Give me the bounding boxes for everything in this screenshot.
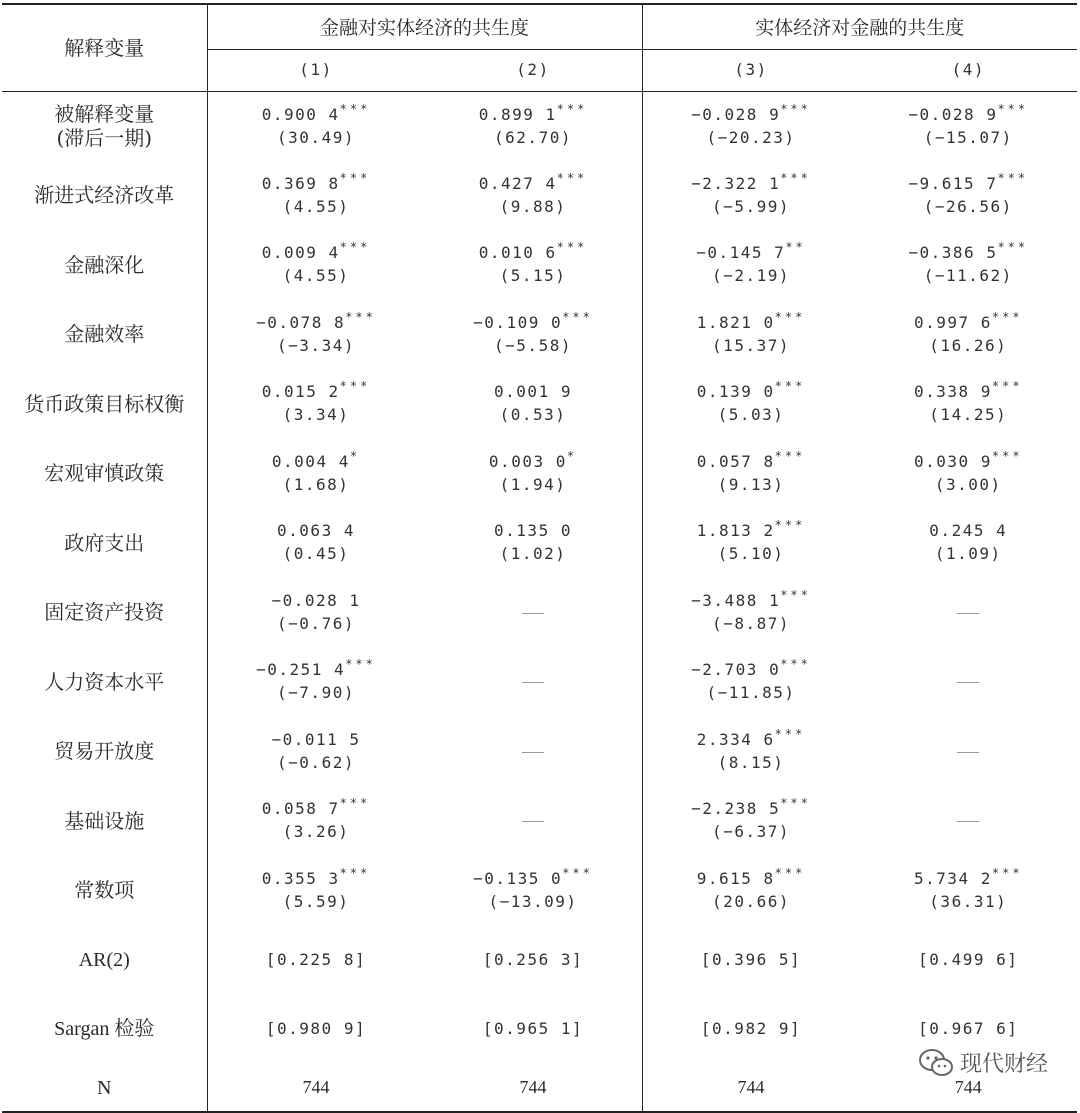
coefficient — [860, 309, 1078, 335]
significance-stars: *** — [780, 101, 811, 116]
row-variable-name — [2, 717, 207, 787]
significance-stars: *** — [997, 240, 1029, 255]
table-row — [2, 647, 1077, 717]
table-cell — [642, 230, 860, 300]
coefficient-value: 0.997 6 — [913, 312, 992, 332]
coefficient-value: 0.139 0 — [696, 382, 775, 402]
significance-stars: *** — [339, 379, 371, 394]
test-statistic-pvalue: [0.256 3] — [482, 949, 584, 969]
header-column-4: (4) — [860, 49, 1078, 91]
coefficient-value: −0.078 8 — [256, 312, 346, 332]
coefficient — [860, 865, 1078, 891]
table-cell — [425, 786, 643, 856]
not-applicable-dash — [522, 682, 544, 683]
t-statistic: (8.15) — [717, 752, 785, 772]
table-cell — [860, 161, 1078, 231]
significance-stars: *** — [991, 865, 1023, 880]
row-variable-name — [2, 856, 207, 926]
table-cell — [860, 369, 1078, 439]
significance-stars: *** — [345, 309, 376, 324]
coefficient-value: 1.813 2 — [696, 521, 775, 541]
table-row — [2, 230, 1077, 300]
table-cell — [642, 508, 860, 578]
significance-stars: *** — [991, 379, 1023, 394]
not-applicable-dash — [957, 752, 979, 753]
significance-stars: *** — [339, 240, 371, 255]
coefficient-value: 0.015 2 — [261, 382, 340, 402]
coefficient — [643, 170, 860, 196]
coefficient — [860, 170, 1078, 196]
t-statistic: (1.68) — [282, 474, 350, 494]
significance-stars: *** — [339, 101, 371, 116]
coefficient-value: 0.355 3 — [261, 868, 340, 888]
test-statistic-pvalue: [0.396 5] — [700, 949, 802, 969]
table-cell — [642, 856, 860, 926]
variable-label-line: 宏观审慎政策 — [44, 461, 165, 486]
table-cell — [207, 786, 425, 856]
coefficient-value: −2.703 0 — [691, 660, 781, 680]
coefficient — [860, 448, 1078, 474]
observation-count: 744 — [302, 1077, 330, 1097]
row-variable-name — [2, 439, 207, 509]
table-cell — [207, 925, 425, 995]
coefficient-value: −9.615 7 — [908, 173, 998, 193]
t-statistic: (−8.87) — [712, 613, 790, 633]
not-applicable-dash — [522, 613, 544, 614]
coefficient-value: −0.386 5 — [908, 243, 998, 263]
row-variable-name — [2, 300, 207, 370]
coefficient — [208, 520, 425, 543]
coefficient-value: 0.427 4 — [478, 173, 557, 193]
watermark — [918, 1047, 1048, 1078]
table-cell — [425, 1064, 643, 1112]
row-variable-name — [2, 161, 207, 231]
variable-label-line: 人力资本水平 — [44, 669, 165, 694]
table-cell — [207, 91, 425, 161]
table-cell — [642, 578, 860, 648]
coefficient-value: 0.245 4 — [929, 521, 1008, 541]
variable-label-line: 渐进式经济改革 — [34, 183, 175, 208]
header-group-finance-to-real: 金融对实体经济的共生度 — [207, 4, 642, 49]
t-statistic: (−15.07) — [923, 127, 1013, 147]
significance-stars: *** — [774, 865, 806, 880]
t-statistic: (15.37) — [712, 335, 790, 355]
observation-count: 744 — [954, 1077, 982, 1097]
significance-stars: *** — [780, 587, 811, 602]
t-statistic: (4.55) — [282, 196, 350, 216]
t-statistic: (9.13) — [717, 474, 785, 494]
significance-stars: *** — [774, 448, 806, 463]
not-applicable-dash — [957, 613, 979, 614]
table-cell — [860, 925, 1078, 995]
table-cell — [207, 995, 425, 1065]
significance-stars: *** — [774, 309, 806, 324]
significance-stars: *** — [562, 865, 593, 880]
table-row — [2, 439, 1077, 509]
table-cell — [642, 439, 860, 509]
significance-stars: *** — [556, 240, 588, 255]
coefficient-value: 0.030 9 — [913, 451, 992, 471]
table-cell — [425, 578, 643, 648]
coefficient — [860, 520, 1078, 543]
table-row — [2, 508, 1077, 578]
test-statistic-pvalue: [0.499 6] — [918, 949, 1019, 969]
coefficient — [643, 101, 860, 127]
coefficient-value: 0.338 9 — [913, 382, 992, 402]
table-cell — [642, 369, 860, 439]
t-statistic: (5.15) — [499, 266, 567, 286]
table-cell — [642, 786, 860, 856]
coefficient-value: 0.135 0 — [494, 521, 572, 541]
coefficient — [643, 726, 860, 752]
coefficient — [208, 448, 425, 474]
coefficient-value: 0.004 4 — [271, 451, 350, 471]
table-cell — [642, 161, 860, 231]
coefficient — [208, 309, 425, 335]
table-cell — [425, 91, 643, 161]
table-cell — [860, 856, 1078, 926]
variable-label-line: 金融效率 — [64, 322, 145, 347]
coefficient-value: 9.615 8 — [696, 868, 775, 888]
table-cell — [207, 161, 425, 231]
significance-stars: *** — [345, 657, 376, 672]
test-statistic-pvalue: [0.982 9] — [700, 1019, 802, 1039]
coefficient-value: 0.057 8 — [696, 451, 775, 471]
coefficient — [208, 729, 425, 752]
coefficient-value: −0.028 9 — [908, 104, 998, 124]
significance-stars: *** — [774, 379, 806, 394]
table-cell — [860, 578, 1078, 648]
t-statistic: (5.59) — [282, 891, 350, 911]
t-statistic: (−2.19) — [712, 266, 790, 286]
coefficient — [643, 587, 860, 613]
table-cell — [207, 578, 425, 648]
variable-label-line: N — [97, 1076, 112, 1099]
table-cell — [207, 230, 425, 300]
table-cell — [642, 647, 860, 717]
t-statistic: (0.53) — [499, 405, 567, 425]
significance-stars: *** — [997, 101, 1029, 116]
t-statistic: (−7.90) — [277, 683, 355, 703]
coefficient-value: 0.009 4 — [261, 243, 340, 263]
coefficient — [425, 448, 642, 474]
coefficient — [643, 520, 860, 543]
t-statistic: (5.10) — [717, 544, 785, 564]
table-cell — [642, 925, 860, 995]
coefficient — [643, 242, 860, 265]
t-statistic: (−26.56) — [923, 196, 1013, 216]
t-statistic: (−11.62) — [923, 266, 1013, 286]
significance-stars: * — [566, 448, 578, 463]
variable-label-line: 贸易开放度 — [54, 739, 155, 764]
variable-label-line: 金融深化 — [64, 252, 145, 277]
t-statistic: (−11.85) — [706, 683, 796, 703]
coefficient-value: −0.145 7 — [696, 243, 786, 263]
table-row — [2, 300, 1077, 370]
wechat-icon — [918, 1048, 954, 1078]
test-statistic-pvalue: [0.980 9] — [265, 1019, 367, 1039]
table-cell — [642, 995, 860, 1065]
header-column-2: (2) — [425, 49, 643, 91]
coefficient — [208, 590, 425, 613]
table-cell — [425, 925, 643, 995]
table-body — [2, 91, 1077, 1112]
coefficient-value: 0.010 6 — [478, 243, 557, 263]
coefficient — [208, 865, 425, 891]
coefficient-value: 0.003 0 — [488, 451, 567, 471]
variable-label-line: 常数项 — [74, 878, 135, 903]
row-variable-name — [2, 995, 207, 1065]
t-statistic: (1.09) — [934, 544, 1002, 564]
significance-stars: *** — [556, 101, 588, 116]
variable-label-line: 被解释变量 — [54, 102, 155, 126]
test-statistic-pvalue: [0.225 8] — [265, 949, 367, 969]
table-cell — [860, 230, 1078, 300]
coefficient — [643, 309, 860, 335]
coefficient — [208, 101, 425, 127]
table-cell — [642, 300, 860, 370]
table-cell — [425, 300, 643, 370]
t-statistic: (3.34) — [282, 405, 350, 425]
t-statistic: (1.02) — [499, 544, 567, 564]
coefficient-value: −2.238 5 — [691, 799, 781, 819]
row-variable-name — [2, 91, 207, 161]
t-statistic: (3.26) — [282, 822, 350, 842]
significance-stars: * — [349, 448, 361, 463]
coefficient-value: −3.488 1 — [691, 590, 781, 610]
table-cell — [860, 439, 1078, 509]
t-statistic: (−0.76) — [277, 613, 355, 633]
t-statistic: (−0.62) — [277, 752, 355, 772]
table-row — [2, 995, 1077, 1065]
t-statistic: (−3.34) — [277, 335, 355, 355]
t-statistic: (3.00) — [934, 474, 1002, 494]
not-applicable-dash — [957, 682, 979, 683]
table-row — [2, 925, 1077, 995]
significance-stars: *** — [780, 796, 811, 811]
header-column-1: (1) — [207, 49, 425, 91]
table-cell — [642, 1064, 860, 1112]
coefficient — [643, 798, 860, 821]
significance-stars: *** — [774, 726, 806, 741]
t-statistic: (−5.99) — [712, 196, 790, 216]
significance-stars: *** — [339, 865, 371, 880]
table-cell — [860, 300, 1078, 370]
significance-stars: *** — [780, 170, 811, 185]
table-row — [2, 786, 1077, 856]
row-variable-name — [2, 508, 207, 578]
table-row — [2, 1064, 1077, 1112]
table-row — [2, 578, 1077, 648]
table-cell — [860, 91, 1078, 161]
coefficient-value: 0.900 4 — [261, 104, 340, 124]
t-statistic: (14.25) — [929, 405, 1008, 425]
row-variable-name — [2, 647, 207, 717]
row-variable-name — [2, 369, 207, 439]
coefficient — [425, 170, 642, 196]
t-statistic: (36.31) — [929, 891, 1008, 911]
coefficient — [643, 381, 860, 404]
coefficient-value: 1.821 0 — [696, 312, 775, 332]
table-cell — [425, 856, 643, 926]
coefficient-value: −0.251 4 — [256, 660, 346, 680]
header-column-3: (3) — [642, 49, 860, 91]
t-statistic: (20.66) — [712, 891, 790, 911]
significance-stars: *** — [562, 309, 593, 324]
observation-count: 744 — [737, 1077, 765, 1097]
coefficient-value: 0.001 9 — [494, 382, 572, 402]
coefficient — [425, 309, 642, 335]
table-cell — [860, 717, 1078, 787]
variable-label-line: 货币政策目标权衡 — [24, 391, 185, 416]
t-statistic: (−13.09) — [488, 891, 578, 911]
table-cell — [860, 647, 1078, 717]
t-statistic: (1.94) — [499, 474, 567, 494]
coefficient-value: −2.322 1 — [691, 173, 781, 193]
row-variable-name — [2, 578, 207, 648]
variable-label-line: Sargan 检验 — [54, 1018, 155, 1041]
significance-stars: *** — [774, 518, 806, 533]
table-row — [2, 856, 1077, 926]
coefficient-value: 5.734 2 — [913, 868, 992, 888]
row-variable-name — [2, 1064, 207, 1112]
not-applicable-dash — [522, 821, 544, 822]
table-cell — [207, 300, 425, 370]
coefficient-value: −0.028 1 — [271, 590, 361, 610]
table-cell — [207, 1064, 425, 1112]
table-cell — [425, 647, 643, 717]
significance-stars: *** — [991, 448, 1023, 463]
table-cell — [425, 439, 643, 509]
table-cell — [207, 717, 425, 787]
table-cell — [642, 91, 860, 161]
coefficient — [643, 448, 860, 474]
significance-stars: *** — [997, 170, 1029, 185]
coefficient — [208, 242, 425, 265]
test-statistic-pvalue: [0.965 1] — [482, 1019, 584, 1039]
test-statistic-pvalue: [0.967 6] — [918, 1019, 1019, 1039]
coefficient — [425, 101, 642, 127]
header-group-real-to-finance: 实体经济对金融的共生度 — [642, 4, 1077, 49]
row-variable-name — [2, 230, 207, 300]
header-explanatory-variables: 解释变量 — [2, 4, 207, 91]
table-cell — [425, 717, 643, 787]
row-variable-name — [2, 925, 207, 995]
significance-stars: *** — [339, 170, 371, 185]
t-statistic: (−6.37) — [712, 822, 790, 842]
coefficient-value: −0.028 9 — [691, 104, 781, 124]
t-statistic: (62.70) — [494, 127, 572, 147]
coefficient — [643, 865, 860, 891]
coefficient — [208, 381, 425, 404]
coefficient — [860, 381, 1078, 404]
coefficient-value: 0.063 4 — [277, 521, 355, 541]
table-cell — [425, 995, 643, 1065]
coefficient — [208, 170, 425, 196]
variable-label-line: 基础设施 — [64, 808, 145, 833]
significance-stars: ** — [785, 240, 806, 255]
observation-count: 744 — [519, 1077, 547, 1097]
coefficient — [425, 865, 642, 891]
variable-label-line: 政府支出 — [64, 530, 145, 555]
coefficient-value: 0.369 8 — [261, 173, 340, 193]
not-applicable-dash — [957, 821, 979, 822]
table-row — [2, 91, 1077, 161]
significance-stars: *** — [339, 796, 371, 811]
table-cell — [207, 856, 425, 926]
table-row — [2, 717, 1077, 787]
row-variable-name — [2, 786, 207, 856]
table-row — [2, 161, 1077, 231]
t-statistic: (5.03) — [717, 405, 785, 425]
table-cell — [207, 647, 425, 717]
coefficient — [425, 381, 642, 404]
coefficient — [860, 242, 1078, 265]
coefficient-value: −0.109 0 — [473, 312, 563, 332]
coefficient — [643, 659, 860, 682]
table-cell — [425, 369, 643, 439]
t-statistic: (−20.23) — [706, 127, 796, 147]
significance-stars: *** — [780, 657, 811, 672]
table-cell — [207, 439, 425, 509]
table-cell — [207, 508, 425, 578]
t-statistic: (−5.58) — [494, 335, 572, 355]
variable-label-line: AR(2) — [78, 948, 130, 971]
not-applicable-dash — [522, 752, 544, 753]
coefficient — [208, 798, 425, 821]
coefficient — [425, 520, 642, 543]
regression-table — [2, 3, 1077, 1113]
coefficient-value: −0.011 5 — [271, 729, 361, 749]
t-statistic: (9.88) — [499, 196, 567, 216]
coefficient-value: −0.135 0 — [473, 868, 563, 888]
coefficient-value: 2.334 6 — [696, 729, 775, 749]
t-statistic: (30.49) — [277, 127, 355, 147]
watermark-text: 现代财经 — [959, 1052, 1048, 1077]
table-cell — [425, 508, 643, 578]
table-cell — [207, 369, 425, 439]
t-statistic: (4.55) — [282, 266, 350, 286]
variable-label-line: 固定资产投资 — [44, 600, 165, 625]
significance-stars: *** — [991, 309, 1023, 324]
t-statistic: (16.26) — [929, 335, 1008, 355]
variable-label-line: (滞后一期) — [56, 126, 153, 150]
significance-stars: *** — [556, 170, 588, 185]
coefficient-value: 0.899 1 — [478, 104, 557, 124]
table-cell — [642, 717, 860, 787]
table-cell — [860, 508, 1078, 578]
coefficient — [208, 659, 425, 682]
table-cell — [425, 230, 643, 300]
coefficient-value: 0.058 7 — [261, 799, 340, 819]
table-row — [2, 369, 1077, 439]
table-cell — [425, 161, 643, 231]
coefficient — [860, 101, 1078, 127]
coefficient — [425, 242, 642, 265]
t-statistic: (0.45) — [282, 544, 350, 564]
table-cell — [860, 786, 1078, 856]
